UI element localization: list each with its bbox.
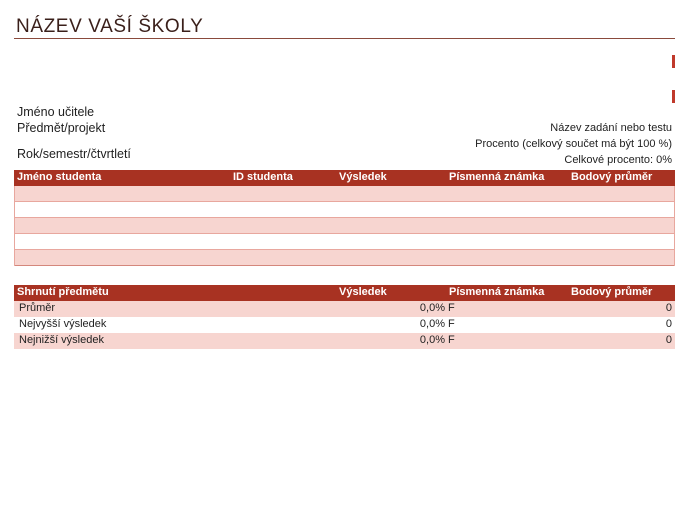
col-summary-letter[interactable]: Písmenná známka [449,286,545,298]
col-letter-grade[interactable]: Písmenná známka [449,171,545,183]
students-table-header [14,170,675,186]
students-table-body [14,186,675,266]
table-row[interactable] [15,250,674,266]
summary-label: Průměr [19,302,56,314]
summary-label: Nejvyšší výsledek [19,318,107,330]
assignment-percent-label[interactable]: Procento (celkový součet má být 100 %) [475,138,672,150]
summary-table [14,285,675,349]
col-summary-score[interactable]: Výsledek [339,286,387,298]
summary-gpa: 0 [665,318,672,330]
table-row[interactable] [14,317,675,333]
summary-letter: F [448,302,455,314]
summary-score: 0,0% [419,318,445,330]
table-row[interactable] [15,202,674,218]
summary-gpa: 0 [665,334,672,346]
table-row[interactable] [14,333,675,349]
summary-table-header [14,285,675,301]
summary-gpa: 0 [665,302,672,314]
summary-label: Nejnižší výsledek [19,334,104,346]
title-divider [14,38,675,39]
col-student-name[interactable]: Jméno studenta [17,171,102,183]
table-row[interactable] [15,234,674,250]
col-score[interactable]: Výsledek [339,171,387,183]
col-student-id[interactable]: ID studenta [233,171,293,183]
teacher-name[interactable]: Jméno učitele [17,105,95,119]
col-summary[interactable]: Shrnutí předmětu [17,286,109,298]
table-row[interactable] [14,301,675,317]
summary-letter: F [448,318,455,330]
students-table [14,170,675,266]
summary-score: 0,0% [419,302,445,314]
school-title[interactable]: NÁZEV VAŠÍ ŠKOLY [16,16,204,37]
col-gpa[interactable]: Bodový průměr [571,171,653,183]
total-percent-label: Celkové procento: 0% [564,154,672,166]
table-row[interactable] [15,218,674,234]
summary-score: 0,0% [419,334,445,346]
term-name[interactable]: Rok/semestr/čtvrtletí [17,147,131,161]
summary-letter: F [448,334,455,346]
table-row[interactable] [15,186,674,202]
subject-name[interactable]: Předmět/projekt [17,121,106,135]
col-summary-gpa[interactable]: Bodový průměr [571,286,653,298]
assignment-name-label[interactable]: Název zadání nebo testu [550,122,672,134]
